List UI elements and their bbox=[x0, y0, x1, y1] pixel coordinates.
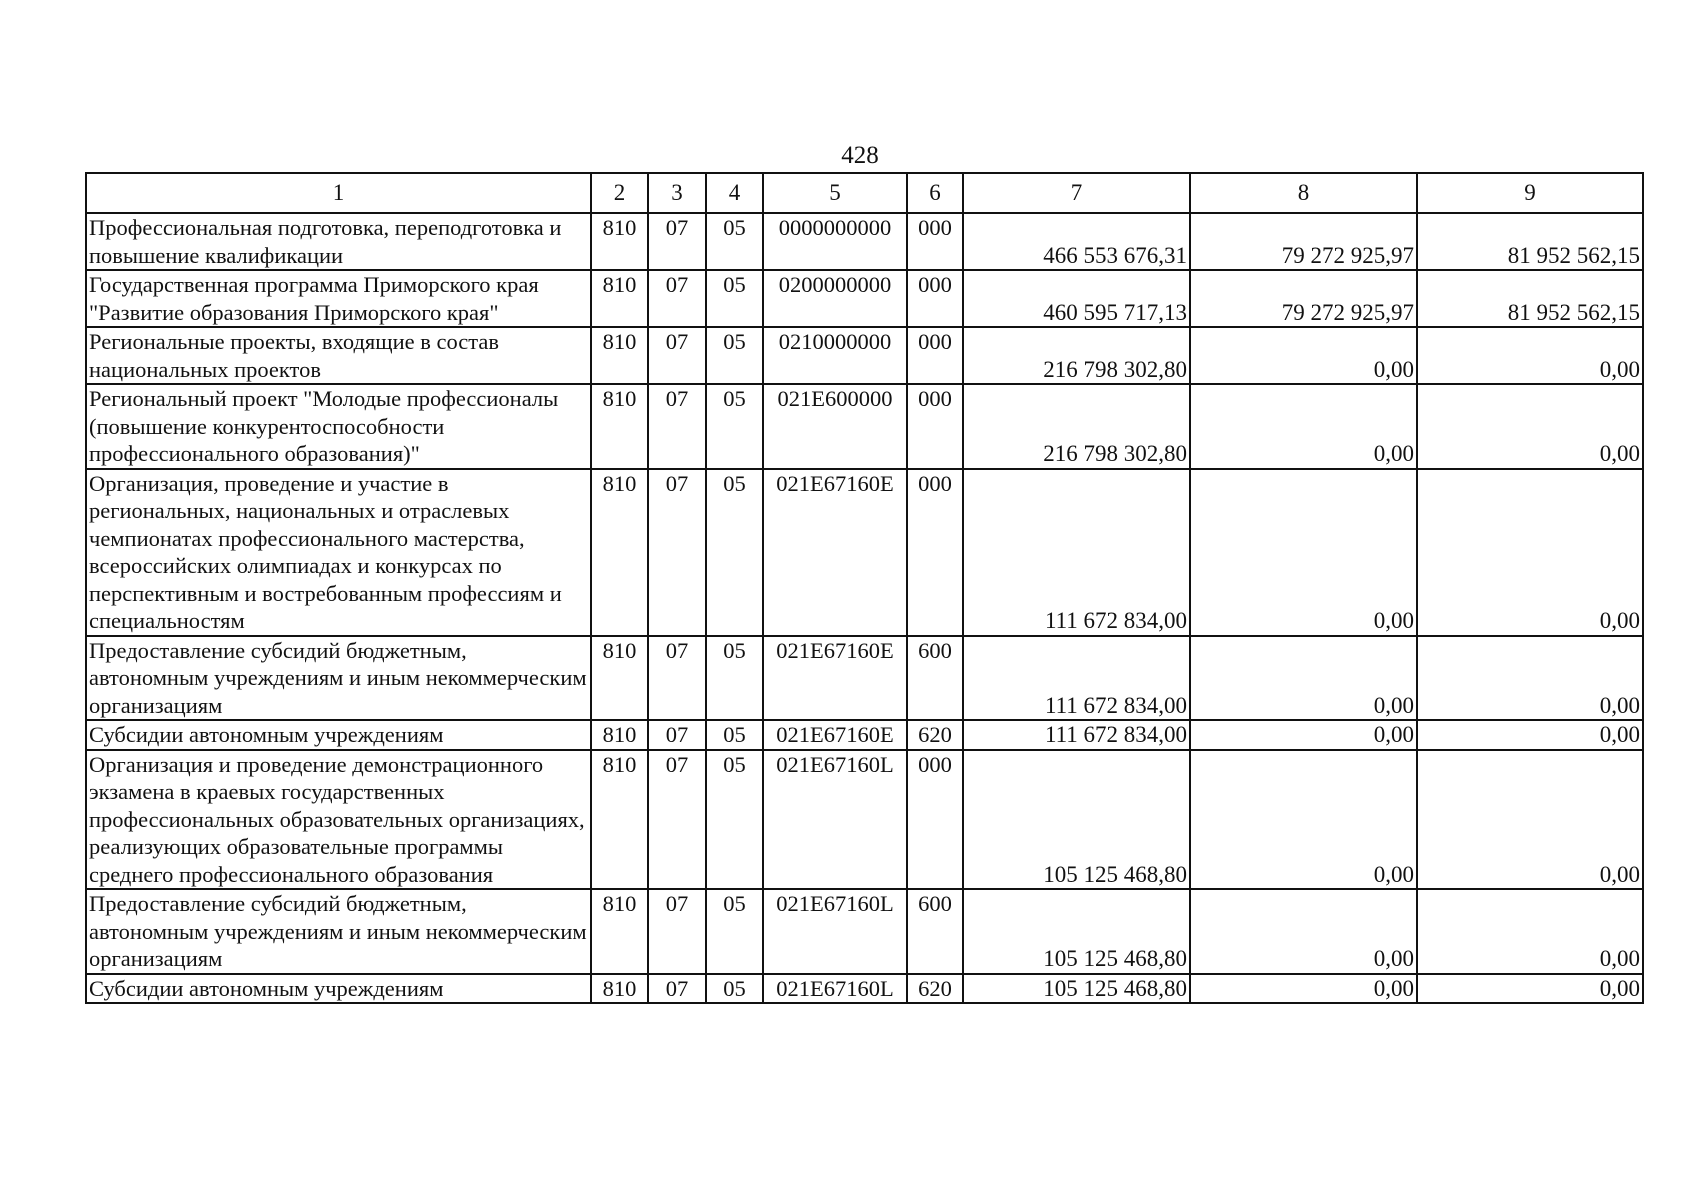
expense-type-code: 620 bbox=[907, 974, 963, 1004]
amount-col8: 0,00 bbox=[1190, 636, 1417, 721]
amount-col9: 0,00 bbox=[1417, 384, 1643, 469]
subsection-code: 05 bbox=[706, 384, 763, 469]
target-article-code: 0200000000 bbox=[763, 270, 907, 327]
table-row bbox=[86, 469, 1643, 636]
target-article-code: 021E67160L bbox=[763, 974, 907, 1004]
amount-col9: 0,00 bbox=[1417, 469, 1643, 636]
amount-col9: 81 952 562,15 bbox=[1417, 213, 1643, 270]
page-number: 428 bbox=[841, 142, 879, 169]
ved-code: 810 bbox=[591, 213, 648, 270]
column-header: 7 bbox=[963, 173, 1190, 213]
expense-type-code: 000 bbox=[907, 469, 963, 636]
amount-col7: 216 798 302,80 bbox=[963, 327, 1190, 384]
subsection-code: 05 bbox=[706, 636, 763, 721]
table-row bbox=[86, 636, 1643, 721]
row-name: Субсидии автономным учреждениям bbox=[86, 720, 591, 750]
row-name: Региональные проекты, входящие в состав национальных проектов bbox=[86, 327, 591, 384]
ved-code: 810 bbox=[591, 384, 648, 469]
subsection-code: 05 bbox=[706, 889, 763, 974]
section-code: 07 bbox=[648, 327, 706, 384]
section-code: 07 bbox=[648, 974, 706, 1004]
subsection-code: 05 bbox=[706, 750, 763, 890]
subsection-code: 05 bbox=[706, 327, 763, 384]
amount-col7: 105 125 468,80 bbox=[963, 974, 1190, 1004]
table-row bbox=[86, 327, 1643, 384]
row-name: Профессиональная подготовка, переподготовка и повышение квалификации bbox=[86, 213, 591, 270]
section-code: 07 bbox=[648, 270, 706, 327]
target-article-code: 021E67160L bbox=[763, 750, 907, 890]
amount-col8: 79 272 925,97 bbox=[1190, 213, 1417, 270]
column-header: 3 bbox=[648, 173, 706, 213]
ved-code: 810 bbox=[591, 889, 648, 974]
table-row bbox=[86, 889, 1643, 974]
column-header: 5 bbox=[763, 173, 907, 213]
amount-col9: 0,00 bbox=[1417, 974, 1643, 1004]
subsection-code: 05 bbox=[706, 213, 763, 270]
amount-col7: 105 125 468,80 bbox=[963, 750, 1190, 890]
amount-col7: 111 672 834,00 bbox=[963, 636, 1190, 721]
amount-col7: 111 672 834,00 bbox=[963, 469, 1190, 636]
expense-type-code: 000 bbox=[907, 384, 963, 469]
expense-type-code: 000 bbox=[907, 270, 963, 327]
subsection-code: 05 bbox=[706, 720, 763, 750]
amount-col7: 460 595 717,13 bbox=[963, 270, 1190, 327]
amount-col7: 105 125 468,80 bbox=[963, 889, 1190, 974]
amount-col9: 0,00 bbox=[1417, 750, 1643, 890]
amount-col8: 0,00 bbox=[1190, 974, 1417, 1004]
expense-type-code: 600 bbox=[907, 636, 963, 721]
expense-type-code: 620 bbox=[907, 720, 963, 750]
subsection-code: 05 bbox=[706, 469, 763, 636]
amount-col8: 0,00 bbox=[1190, 750, 1417, 890]
row-name: Организация и проведение демонстрационного экзамена в краевых государственных профессиональных образовательных организациях, реализующих образовательные программы среднего профессионального образования bbox=[86, 750, 591, 890]
column-header: 2 bbox=[591, 173, 648, 213]
section-code: 07 bbox=[648, 889, 706, 974]
amount-col9: 0,00 bbox=[1417, 720, 1643, 750]
amount-col8: 0,00 bbox=[1190, 889, 1417, 974]
row-name: Региональный проект "Молодые профессионалы (повышение конкурентоспособности профессионального образования)" bbox=[86, 384, 591, 469]
amount-col8: 0,00 bbox=[1190, 720, 1417, 750]
amount-col9: 0,00 bbox=[1417, 636, 1643, 721]
table-row bbox=[86, 270, 1643, 327]
expense-type-code: 000 bbox=[907, 327, 963, 384]
section-code: 07 bbox=[648, 469, 706, 636]
row-name: Предоставление субсидий бюджетным, автономным учреждениям и иным некоммерческим организациям bbox=[86, 636, 591, 721]
amount-col8: 0,00 bbox=[1190, 384, 1417, 469]
expense-type-code: 600 bbox=[907, 889, 963, 974]
section-code: 07 bbox=[648, 750, 706, 890]
target-article-code: 021E600000 bbox=[763, 384, 907, 469]
column-header: 4 bbox=[706, 173, 763, 213]
column-header: 9 bbox=[1417, 173, 1643, 213]
ved-code: 810 bbox=[591, 469, 648, 636]
amount-col9: 81 952 562,15 bbox=[1417, 270, 1643, 327]
amount-col9: 0,00 bbox=[1417, 889, 1643, 974]
target-article-code: 0210000000 bbox=[763, 327, 907, 384]
expense-type-code: 000 bbox=[907, 750, 963, 890]
target-article-code: 021E67160E bbox=[763, 636, 907, 721]
section-code: 07 bbox=[648, 384, 706, 469]
ved-code: 810 bbox=[591, 327, 648, 384]
subsection-code: 05 bbox=[706, 270, 763, 327]
amount-col8: 0,00 bbox=[1190, 327, 1417, 384]
budget-table bbox=[85, 172, 1644, 1004]
target-article-code: 021E67160E bbox=[763, 469, 907, 636]
amount-col7: 216 798 302,80 bbox=[963, 384, 1190, 469]
target-article-code: 021E67160L bbox=[763, 889, 907, 974]
target-article-code: 021E67160E bbox=[763, 720, 907, 750]
column-header: 8 bbox=[1190, 173, 1417, 213]
target-article-code: 0000000000 bbox=[763, 213, 907, 270]
ved-code: 810 bbox=[591, 636, 648, 721]
section-code: 07 bbox=[648, 720, 706, 750]
ved-code: 810 bbox=[591, 270, 648, 327]
column-header: 6 bbox=[907, 173, 963, 213]
ved-code: 810 bbox=[591, 750, 648, 890]
table-row bbox=[86, 974, 1643, 1004]
section-code: 07 bbox=[648, 636, 706, 721]
amount-col9: 0,00 bbox=[1417, 327, 1643, 384]
table-header-row bbox=[86, 173, 1643, 213]
row-name: Государственная программа Приморского края "Развитие образования Приморского края" bbox=[86, 270, 591, 327]
expense-type-code: 000 bbox=[907, 213, 963, 270]
table-row bbox=[86, 750, 1643, 890]
amount-col7: 111 672 834,00 bbox=[963, 720, 1190, 750]
ved-code: 810 bbox=[591, 974, 648, 1004]
ved-code: 810 bbox=[591, 720, 648, 750]
table-row bbox=[86, 384, 1643, 469]
row-name: Субсидии автономным учреждениям bbox=[86, 974, 591, 1004]
table-row bbox=[86, 720, 1643, 750]
amount-col7: 466 553 676,31 bbox=[963, 213, 1190, 270]
subsection-code: 05 bbox=[706, 974, 763, 1004]
row-name: Организация, проведение и участие в региональных, национальных и отраслевых чемпионатах профессионального мастерства, всероссийских олимпиадах и конкурсах по перспективным и востребованным профессиям и специальностям bbox=[86, 469, 591, 636]
table-row bbox=[86, 213, 1643, 270]
row-name: Предоставление субсидий бюджетным, автономным учреждениям и иным некоммерческим организациям bbox=[86, 889, 591, 974]
amount-col8: 79 272 925,97 bbox=[1190, 270, 1417, 327]
column-header: 1 bbox=[86, 173, 591, 213]
section-code: 07 bbox=[648, 213, 706, 270]
amount-col8: 0,00 bbox=[1190, 469, 1417, 636]
